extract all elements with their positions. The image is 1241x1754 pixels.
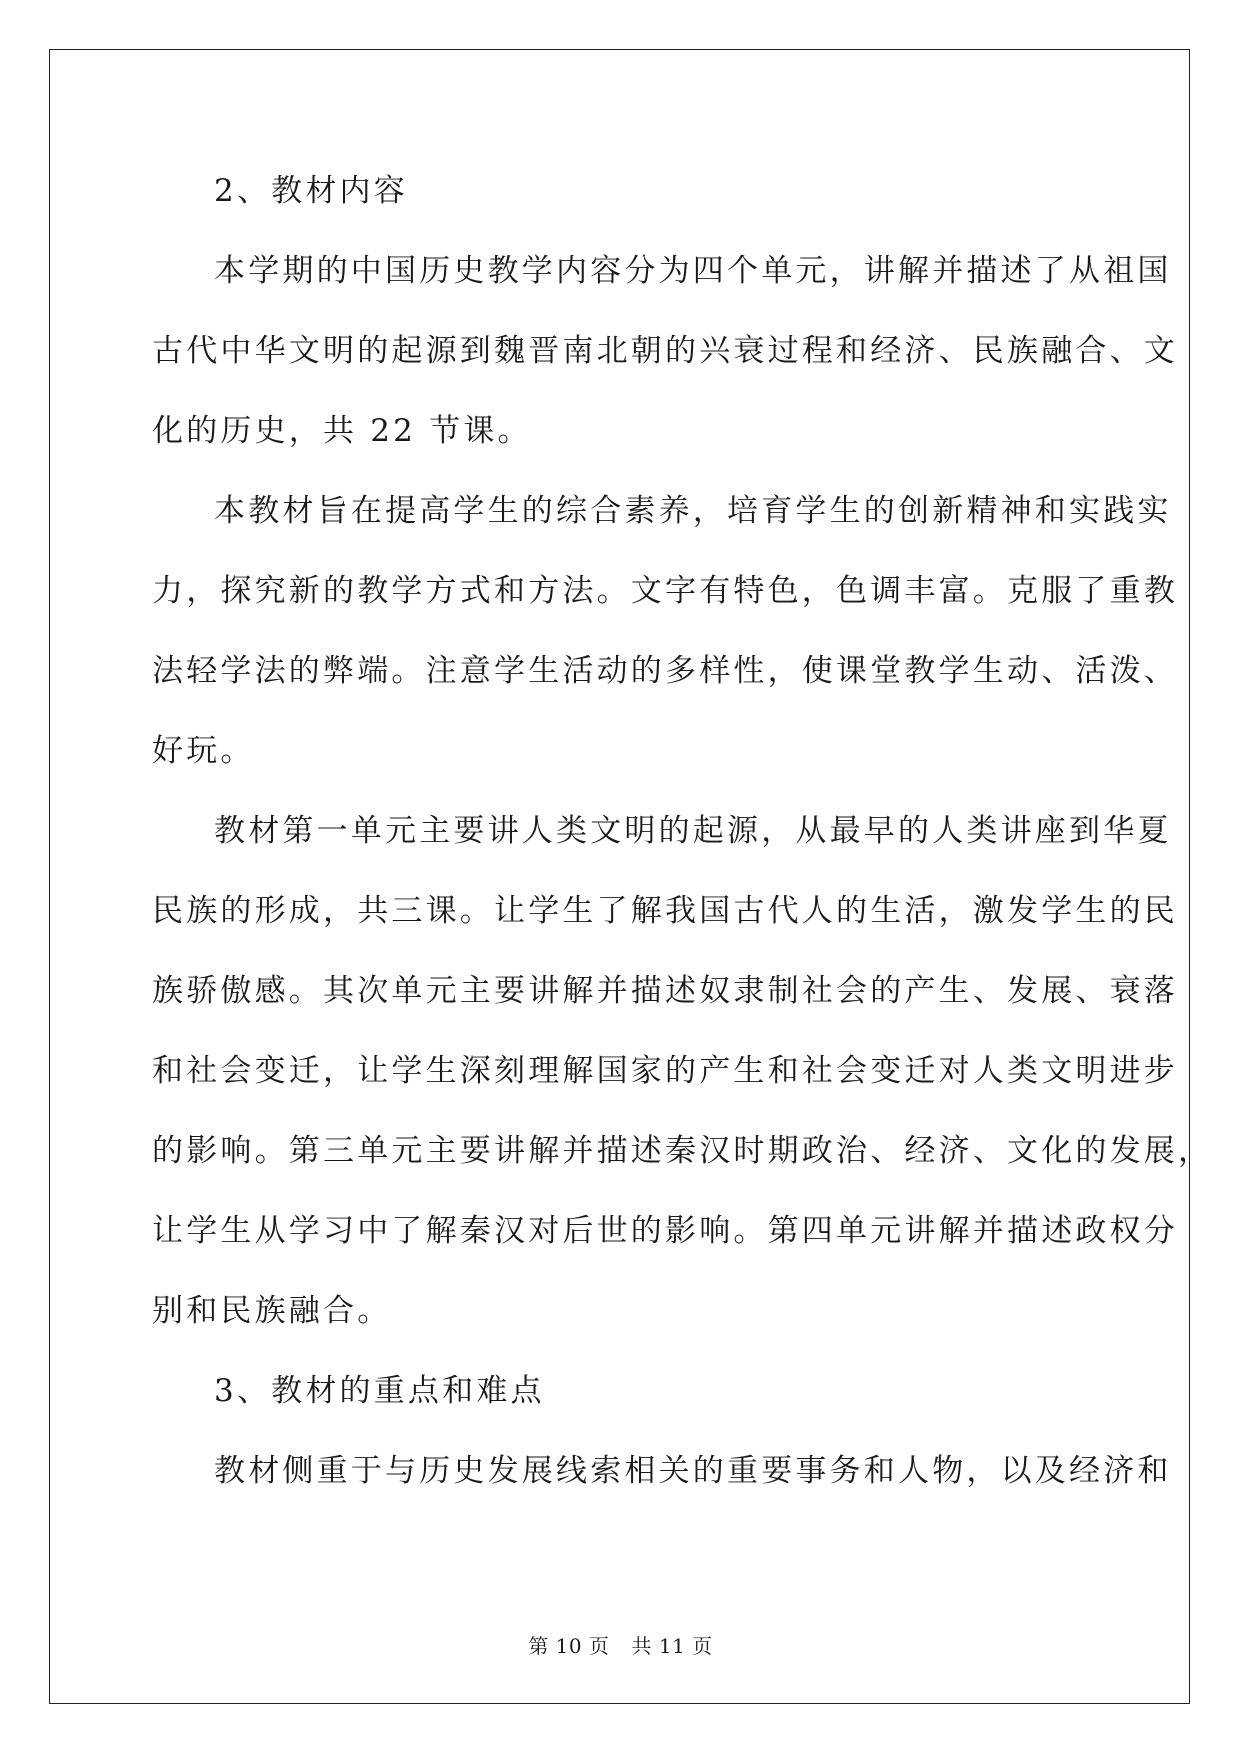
section-heading-textbook-content: 2、教材内容 xyxy=(214,173,408,209)
document-body xyxy=(152,160,1213,1520)
paragraph-line: 力，探究新的教学方式和方法。文字有特色，色调丰富。克服了重教 xyxy=(152,573,1178,609)
paragraph-line: 教材第一单元主要讲人类文明的起源，从最早的人类讲座到华夏 xyxy=(214,813,1172,849)
paragraph-line: 的影响。第三单元主要讲解并描述秦汉时期政治、经济、文化的发展， xyxy=(152,1133,1213,1169)
paragraph-line: 本学期的中国历史教学内容分为四个单元，讲解并描述了从祖国 xyxy=(214,253,1172,289)
paragraph-line: 别和民族融合。 xyxy=(152,1293,392,1329)
paragraph-line: 族骄傲感。其次单元主要讲解并描述奴隶制社会的产生、发展、衰落 xyxy=(152,973,1178,1009)
page-footer xyxy=(0,1630,1241,1659)
section-heading-key-points: 3、教材的重点和难点 xyxy=(214,1373,545,1409)
paragraph-line: 本教材旨在提高学生的综合素养，培育学生的创新精神和实践实 xyxy=(214,493,1172,529)
page-total: 共 11 页 xyxy=(631,1634,713,1658)
paragraph-line: 和社会变迁，让学生深刻理解国家的产生和社会变迁对人类文明进步 xyxy=(152,1053,1178,1089)
paragraph-line: 好玩。 xyxy=(152,733,255,769)
paragraph-line: 化的历史，共 22 节课。 xyxy=(152,413,532,449)
paragraph-line: 古代中华文明的起源到魏晋南北朝的兴衰过程和经济、民族融合、文 xyxy=(152,333,1178,369)
paragraph-line: 教材侧重于与历史发展线索相关的重要事务和人物，以及经济和 xyxy=(214,1453,1172,1489)
paragraph-line: 法轻学法的弊端。注意学生活动的多样性，使课堂教学生动、活泼、 xyxy=(152,653,1178,689)
paragraph-line: 民族的形成，共三课。让学生了解我国古代人的生活，激发学生的民 xyxy=(152,893,1178,929)
page-number: 第 10 页 xyxy=(528,1634,610,1658)
paragraph-line: 让学生从学习中了解秦汉对后世的影响。第四单元讲解并描述政权分 xyxy=(152,1213,1178,1249)
